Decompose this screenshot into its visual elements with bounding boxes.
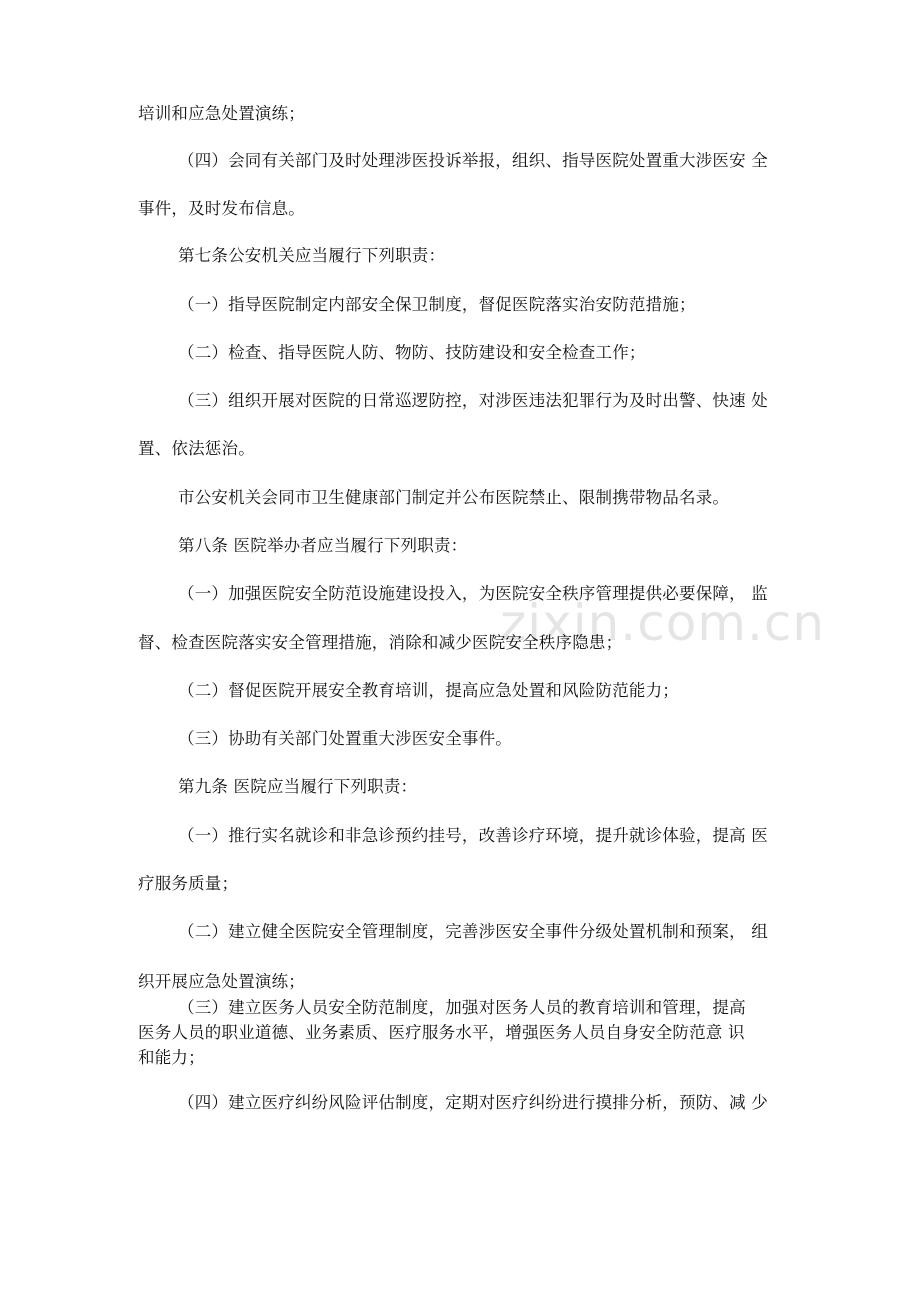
watermark: zixin.com.cn bbox=[500, 594, 826, 652]
text-line: （二）督促医院开展安全教育培训，提高应急处置和风险防范能力； bbox=[178, 681, 679, 700]
text-line: （三）组织开展对医院的日常巡逻防控，对涉医违法犯罪行为及时出警、快速 处 bbox=[178, 391, 768, 410]
text-line: 疗服务质量； bbox=[138, 874, 239, 893]
text-line: 织开展应急处置演练； bbox=[138, 972, 305, 991]
text-line: （二）建立健全医院安全管理制度，完善涉医安全事件分级处置机制和预案， 组 bbox=[178, 922, 768, 941]
text-line: （二）检查、指导医院人防、物防、技防建设和安全检查工作； bbox=[178, 343, 646, 362]
article-heading: 第九条 医院应当履行下列职责： bbox=[178, 777, 418, 796]
text-line: （一）加强医院安全防范设施建设投入，为医院安全秩序管理提供必要保障， 监 bbox=[178, 584, 768, 603]
text-line: 市公安机关会同市卫生健康部门制定并公布医院禁止、限制携带物品名录。 bbox=[178, 488, 730, 507]
text-line: （一）推行实名就诊和非急诊预约挂号，改善诊疗环境，提升就诊体验，提高 医 bbox=[178, 826, 768, 845]
text-line: （四）建立医疗纠纷风险评估制度，定期对医疗纠纷进行摸排分析，预防、减 少 bbox=[178, 1093, 768, 1112]
article-heading: 第七条公安机关应当履行下列职责： bbox=[178, 246, 446, 265]
text-line: （四）会同有关部门及时处理涉医投诉举报，组织、指导医院处置重大涉医安 全 bbox=[178, 151, 768, 170]
text-line: 置、依法惩治。 bbox=[138, 439, 255, 458]
text-line: 和能力； bbox=[138, 1048, 205, 1067]
text-line: （三）建立医务人员安全防范制度，加强对医务人员的教育培训和管理，提高 bbox=[178, 998, 746, 1017]
text-line: 事件，及时发布信息。 bbox=[138, 199, 305, 218]
article-heading: 第八条 医院举办者应当履行下列职责： bbox=[178, 536, 468, 555]
text-line: （一）指导医院制定内部安全保卫制度，督促医院落实治安防范措施； bbox=[178, 295, 696, 314]
text-line: 督、检查医院落实安全管理措施，消除和减少医院安全秩序隐患； bbox=[138, 633, 623, 652]
text-line: 培训和应急处置演练； bbox=[138, 104, 305, 123]
text-line: 医务人员的职业道德、业务素质、医疗服务水平，增强医务人员自身安全防范意 识 bbox=[138, 1023, 745, 1042]
text-line: （三）协助有关部门处置重大涉医安全事件。 bbox=[178, 729, 512, 748]
